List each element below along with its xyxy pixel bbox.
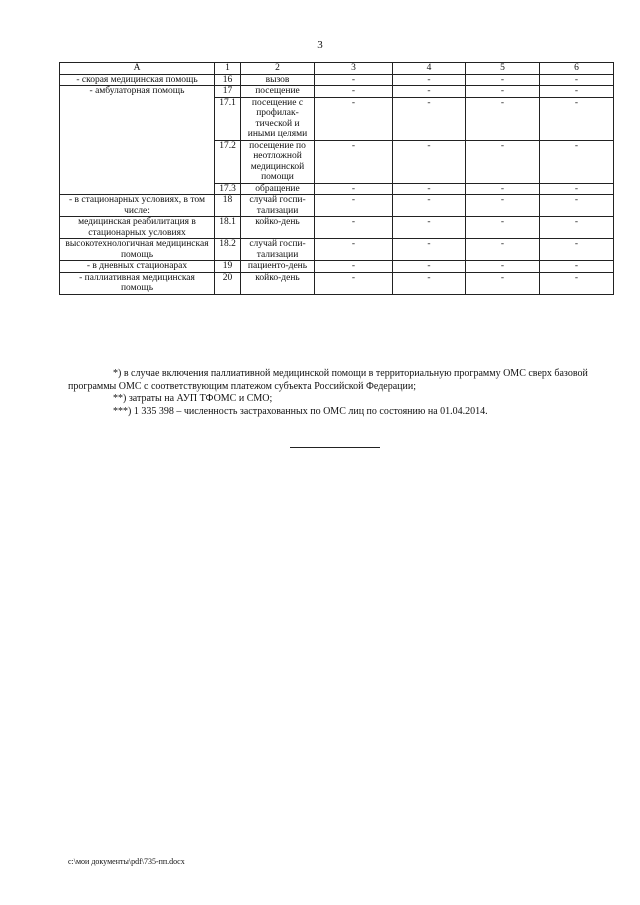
unit-cell: вызов — [241, 74, 315, 86]
table-row — [60, 261, 614, 273]
table-row — [60, 239, 614, 261]
header-cell: 3 — [315, 63, 393, 75]
row-number: 17.1 — [215, 97, 241, 140]
unit-cell: койко-день — [241, 272, 315, 294]
row-label: - паллиативная медицинская помощь — [60, 272, 215, 294]
value-cell: - — [315, 261, 393, 273]
row-label: - скорая медицинская помощь — [60, 74, 215, 86]
table-row — [60, 86, 614, 98]
row-number: 18.1 — [215, 217, 241, 239]
value-cell: - — [540, 74, 614, 86]
value-cell: - — [315, 74, 393, 86]
value-cell: - — [466, 261, 540, 273]
row-number: 20 — [215, 272, 241, 294]
value-cell: - — [466, 97, 540, 140]
row-number: 16 — [215, 74, 241, 86]
row-label: высокотехнологичная медицинская помощь — [60, 239, 215, 261]
value-cell: - — [540, 195, 614, 217]
value-cell: - — [540, 217, 614, 239]
value-cell: - — [466, 74, 540, 86]
value-cell: - — [393, 195, 466, 217]
value-cell: - — [315, 272, 393, 294]
header-cell: 2 — [241, 63, 315, 75]
row-label: - в дневных стационарах — [60, 261, 215, 273]
value-cell: - — [393, 272, 466, 294]
unit-cell: койко-день — [241, 217, 315, 239]
header-cell: 6 — [540, 63, 614, 75]
row-label: - в стационарных условиях, в том числе: — [60, 195, 215, 217]
value-cell: - — [466, 217, 540, 239]
value-cell: - — [466, 183, 540, 195]
value-cell: - — [315, 183, 393, 195]
value-cell: - — [540, 183, 614, 195]
unit-cell: посещение — [241, 86, 315, 98]
table-row — [60, 195, 614, 217]
value-cell: - — [466, 86, 540, 98]
value-cell: - — [393, 74, 466, 86]
unit-cell: обращение — [241, 183, 315, 195]
value-cell: - — [540, 97, 614, 140]
value-cell: - — [466, 272, 540, 294]
table-row — [60, 272, 614, 294]
value-cell: - — [540, 140, 614, 183]
data-table — [59, 62, 614, 295]
value-cell: - — [393, 183, 466, 195]
value-cell: - — [540, 239, 614, 261]
value-cell: - — [540, 261, 614, 273]
value-cell: - — [315, 86, 393, 98]
value-cell: - — [315, 140, 393, 183]
header-cell: 4 — [393, 63, 466, 75]
row-number: 18.2 — [215, 239, 241, 261]
row-number: 17 — [215, 86, 241, 98]
separator-line — [290, 447, 380, 448]
unit-cell: случай госпи-тализации — [241, 195, 315, 217]
unit-cell: пациенто-день — [241, 261, 315, 273]
row-number: 17.2 — [215, 140, 241, 183]
value-cell: - — [466, 140, 540, 183]
value-cell: - — [315, 217, 393, 239]
value-cell: - — [393, 261, 466, 273]
file-path: c:\мои документы\pdf\735-пп.docx — [68, 857, 185, 866]
header-cell: А — [60, 63, 215, 75]
row-number: 18 — [215, 195, 241, 217]
footnote: *) в случае включения паллиативной медицинской помощи в территориальную программу ОМС сверх базовой программы ОМС с соответствующим платежом субъекта Российской Федерации; — [68, 368, 588, 392]
header-cell: 1 — [215, 63, 241, 75]
unit-cell: посещение с профилак-тической и иными целями — [241, 97, 315, 140]
value-cell: - — [540, 86, 614, 98]
unit-cell: посещение по неотложной медицинской помощи — [241, 140, 315, 183]
row-number: 17.3 — [215, 183, 241, 195]
value-cell: - — [540, 272, 614, 294]
header-cell: 5 — [466, 63, 540, 75]
row-label: - амбулаторная помощь — [60, 86, 215, 195]
value-cell: - — [393, 239, 466, 261]
footnotes — [68, 368, 616, 418]
table-header-row — [60, 63, 614, 75]
value-cell: - — [393, 97, 466, 140]
footnote: ***) 1 335 398 – численность застрахованных по ОМС лиц по состоянию на 01.04.2014. — [113, 405, 488, 417]
value-cell: - — [393, 140, 466, 183]
table-row — [60, 74, 614, 86]
value-cell: - — [466, 195, 540, 217]
value-cell: - — [466, 239, 540, 261]
value-cell: - — [315, 195, 393, 217]
page-number: 3 — [317, 39, 323, 51]
table-row — [60, 217, 614, 239]
value-cell: - — [315, 239, 393, 261]
value-cell: - — [393, 217, 466, 239]
footnote: **) затраты на АУП ТФОМС и СМО; — [113, 393, 273, 404]
value-cell: - — [315, 97, 393, 140]
row-label: медицинская реабилитация в стационарных условиях — [60, 217, 215, 239]
row-number: 19 — [215, 261, 241, 273]
value-cell: - — [393, 86, 466, 98]
unit-cell: случай госпи-тализации — [241, 239, 315, 261]
